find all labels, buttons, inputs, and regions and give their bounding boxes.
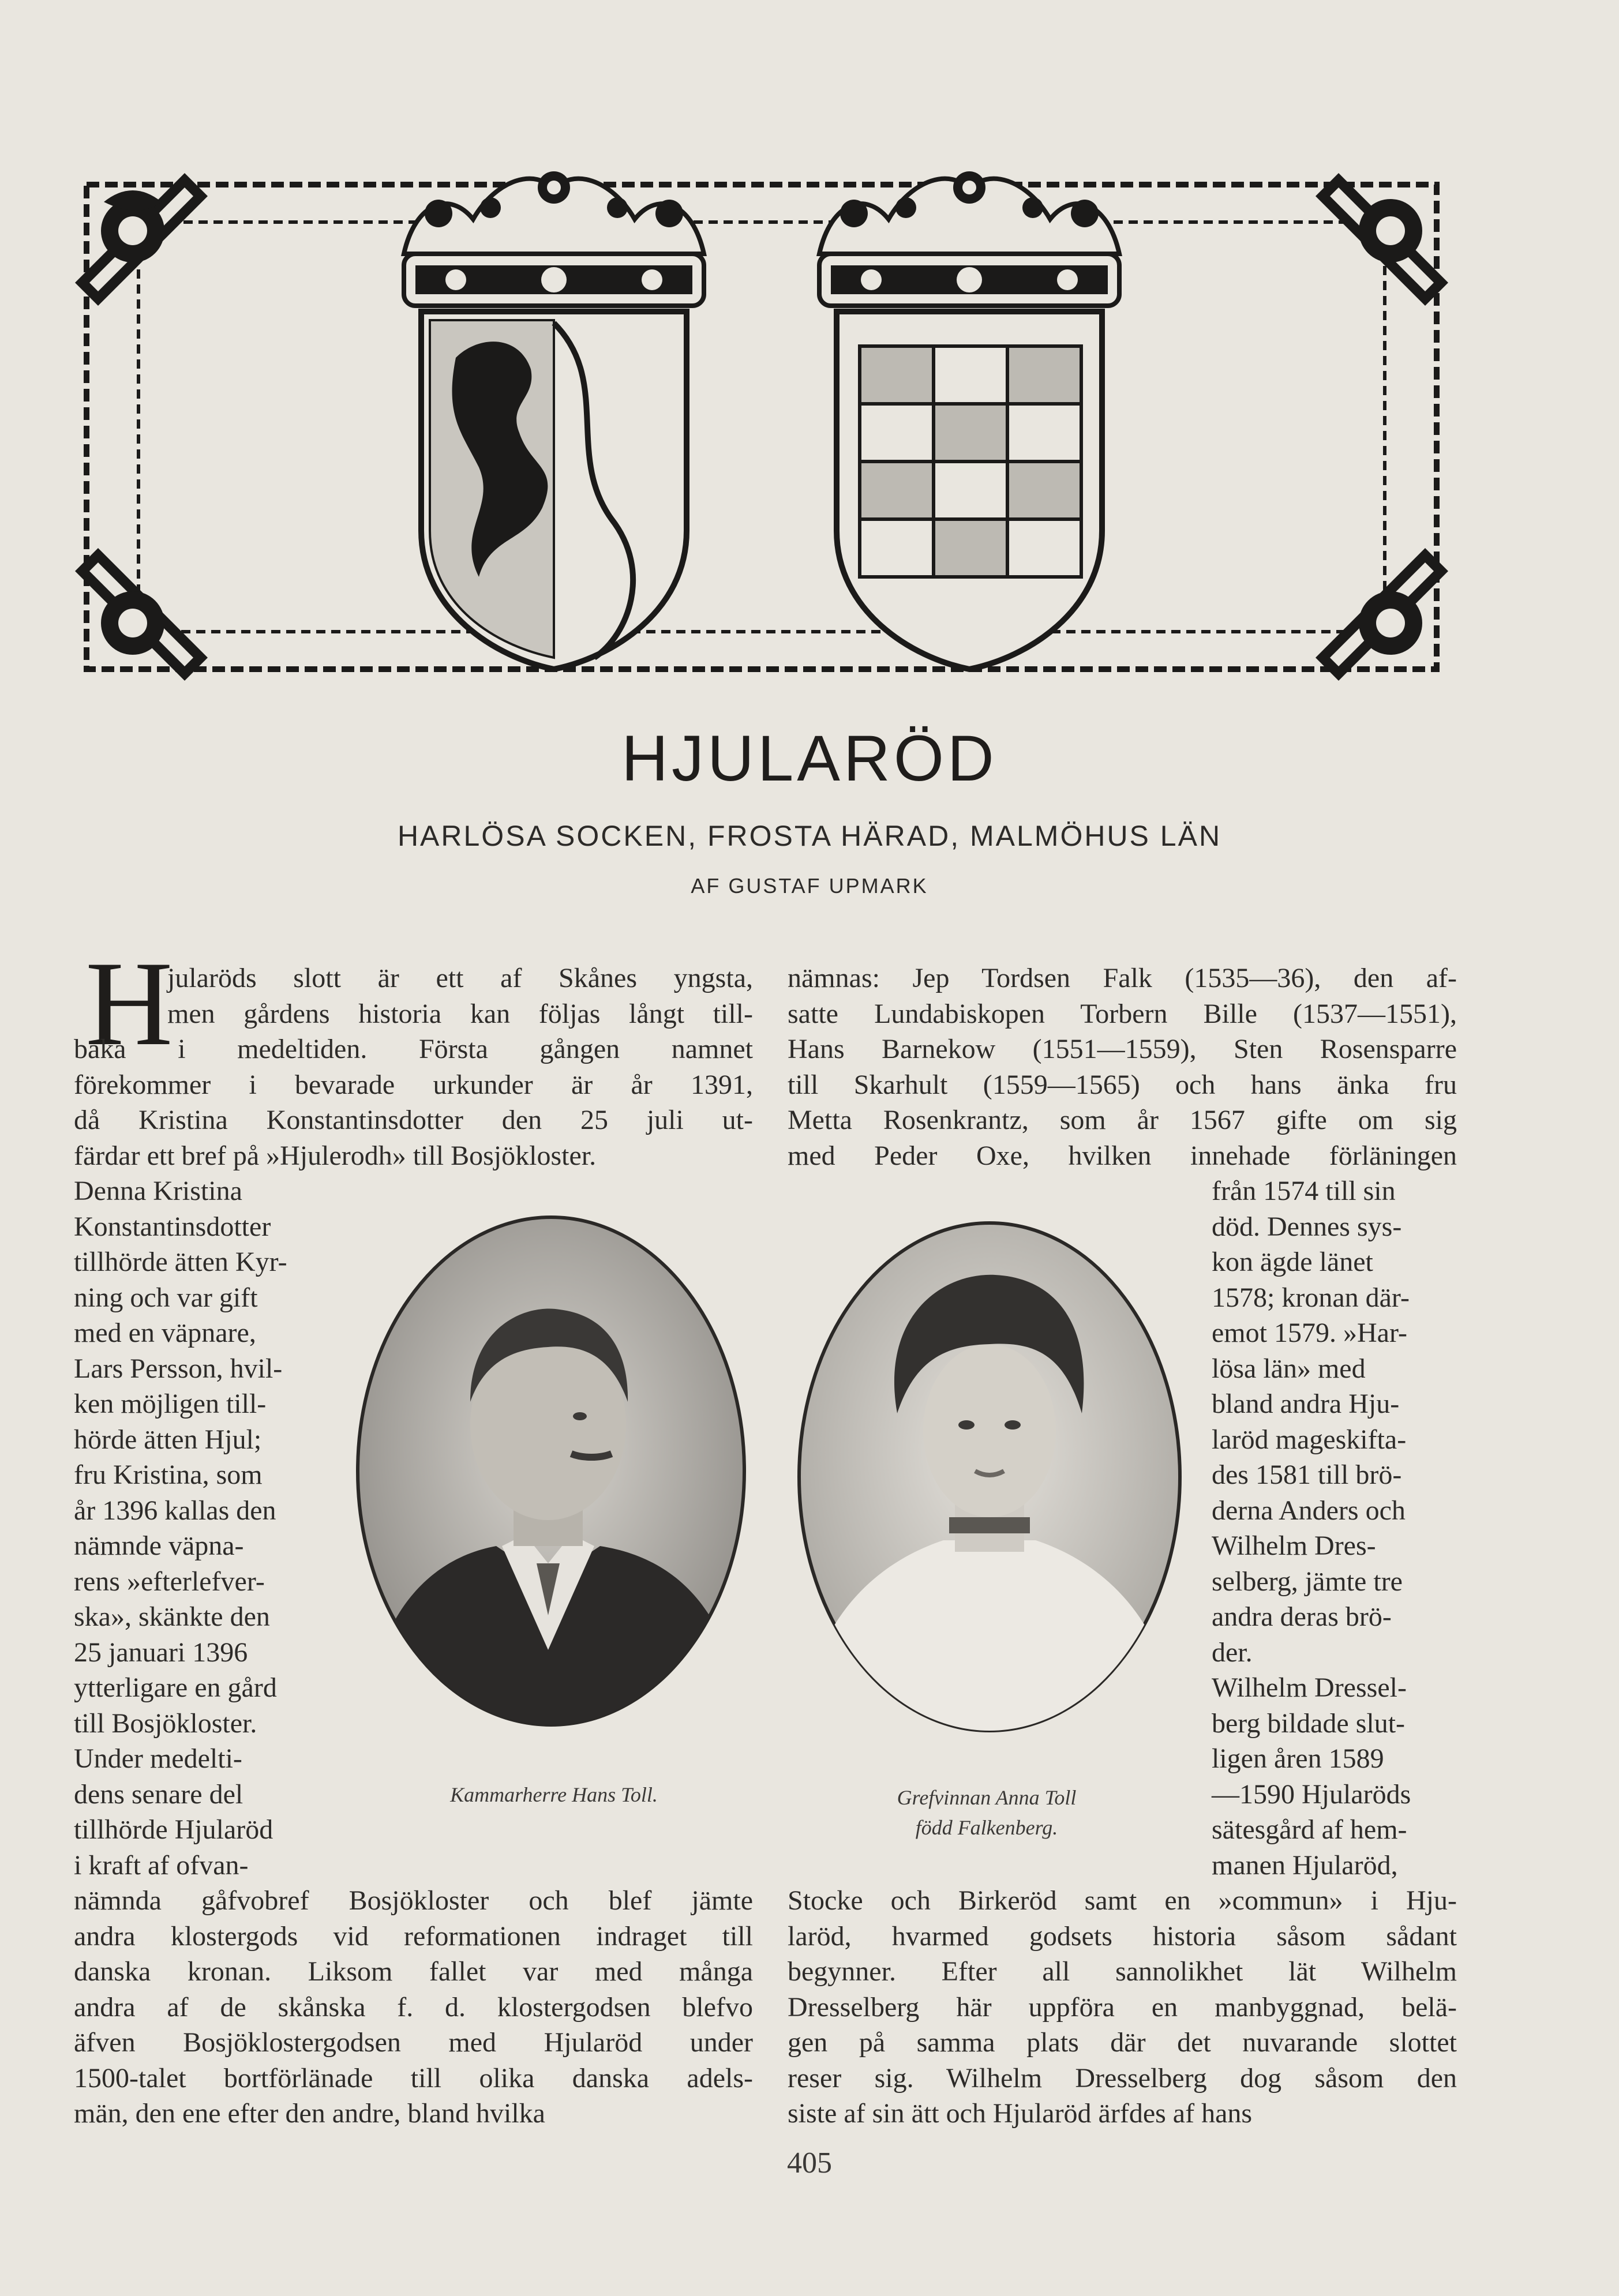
- text-line: 1500-talet bortförlänade till olika danska adels-: [74, 2062, 753, 2094]
- text-line: Metta Rosenkrantz, som år 1567 gifte om sig: [788, 1105, 1457, 1135]
- text-line: nämnde väpna-: [74, 1530, 244, 1561]
- text-line: Denna Kristina: [74, 1176, 242, 1206]
- portrait-caption-hans-toll: Kammarherre Hans Toll.: [450, 1783, 658, 1806]
- text-line: rens »efterlefver-: [74, 1566, 265, 1597]
- text-line: fru Kristina, som: [74, 1460, 263, 1490]
- text-line: 25 januari 1396: [74, 1637, 248, 1668]
- coat-of-arms-left: [421, 312, 687, 669]
- text-line: gen på samma plats där det nuvarande slottet: [788, 2027, 1457, 2058]
- text-line: kon ägde länet: [1212, 1247, 1373, 1277]
- text-line: till Bosjökloster.: [74, 1708, 257, 1739]
- corner-ornament-top-left: [75, 173, 208, 306]
- text-line: selberg, jämte tre: [1212, 1566, 1403, 1597]
- text-line: siste af sin ätt och Hjularöd ärfdes af hans: [788, 2098, 1253, 2129]
- text-line: men gårdens historia kan följas långt till-: [167, 998, 753, 1029]
- heraldic-header-ornament: [69, 167, 1454, 686]
- text-line: derna Anders och: [1212, 1495, 1406, 1526]
- text-line: der.: [1212, 1637, 1253, 1668]
- caption-line: Grefvinnan Anna Toll: [897, 1786, 1077, 1809]
- text-line: Konstantinsdotter: [74, 1211, 271, 1242]
- text-line: manen Hjularöd,: [1212, 1849, 1398, 1881]
- text-line: äfven Bosjöklostergodsen med Hjularöd under: [74, 2027, 753, 2058]
- text-line: berg bildade slut-: [1212, 1708, 1406, 1739]
- text-line: laröd, hvarmed godsets historia såsom sådant: [788, 1920, 1457, 1952]
- text-line: lösa län» med: [1212, 1353, 1366, 1384]
- text-line: laröd mageskifta-: [1212, 1424, 1407, 1455]
- text-line: Wilhelm Dres-: [1212, 1530, 1376, 1561]
- text-line: färdar ett bref på »Hjulerodh» till Bosjökloster.: [74, 1140, 597, 1171]
- portrait-caption-anna-toll: [802, 1783, 1171, 1843]
- portrait-anna-toll: [793, 1217, 1186, 1736]
- text-line: andra deras brö-: [1212, 1601, 1392, 1632]
- text-line: till Skarhult (1559—1565) och hans änka fru: [788, 1069, 1457, 1100]
- text-line: förekommer i bevarade urkunder är år 1391,: [74, 1069, 753, 1100]
- text-line: ytterligare en gård: [74, 1672, 277, 1703]
- text-line: hörde ätten Hjul;: [74, 1424, 262, 1455]
- text-line: baka i medeltiden. Första gången namnet: [74, 1034, 753, 1064]
- text-line: Lars Persson, hvil-: [74, 1353, 283, 1384]
- text-line: 1578; kronan där-: [1212, 1282, 1410, 1313]
- text-line: nämnda gåfvobref Bosjökloster och blef jämte: [74, 1885, 753, 1916]
- text-line: år 1396 kallas den: [74, 1495, 276, 1526]
- crown-right: [819, 171, 1119, 306]
- crown-left: [404, 171, 704, 306]
- text-line: sätesgård af hem-: [1212, 1814, 1407, 1845]
- text-line: tillhörde ätten Kyr-: [74, 1247, 287, 1277]
- text-line: tillhörde Hjularöd: [74, 1814, 273, 1845]
- text-line: ligen åren 1589: [1212, 1743, 1384, 1774]
- text-line: —1590 Hjularöds: [1212, 1779, 1411, 1810]
- text-line: från 1574 till sin: [1212, 1176, 1396, 1206]
- portrait-hans-toll: [352, 1211, 750, 1731]
- corner-ornament-bottom-left: [75, 548, 208, 681]
- text-line: Under medelti-: [74, 1743, 242, 1774]
- page-number: 405: [787, 2147, 832, 2179]
- drop-cap: H: [85, 937, 173, 1071]
- corner-ornament-top-right: [1316, 173, 1448, 306]
- text-line: reser sig. Wilhelm Dresselberg dog såsom den: [788, 2062, 1457, 2094]
- text-line: med en väpnare,: [74, 1318, 256, 1348]
- page-title: HJULARÖD: [621, 722, 998, 794]
- page-subtitle: HARLÖSA SOCKEN, FROSTA HÄRAD, MALMÖHUS LÄN: [397, 820, 1222, 852]
- text-line: död. Dennes sys-: [1212, 1211, 1402, 1242]
- coat-of-arms-right: [837, 312, 1102, 669]
- corner-ornament-bottom-right: [1316, 548, 1448, 681]
- text-line: jularöds slott är ett af Skånes yngsta,: [167, 963, 753, 993]
- text-line: Dresselberg här uppföra en manbyggnad, belä-: [788, 1991, 1457, 2023]
- caption-line: född Falkenberg.: [915, 1816, 1058, 1839]
- text-line: andra af de skånska f. d. klostergodsen blefvo: [74, 1991, 753, 2023]
- text-line: ken möjligen till-: [74, 1389, 267, 1419]
- text-line: andra klostergods vid reformationen indraget till: [74, 1920, 753, 1952]
- text-line: satte Lundabiskopen Torbern Bille (1537—1551),: [788, 998, 1457, 1029]
- text-line: Hans Barnekow (1551—1559), Sten Rosensparre: [788, 1034, 1457, 1064]
- text-line: då Kristina Konstantinsdotter den 25 juli ut-: [74, 1105, 753, 1135]
- author-byline: AF GUSTAF UPMARK: [691, 874, 928, 898]
- text-line: nämnas: Jep Tordsen Falk (1535—36), den af-: [788, 963, 1457, 993]
- text-line: danska kronan. Liksom fallet var med många: [74, 1956, 753, 1987]
- text-line: män, den ene efter den andre, bland hvilka: [74, 2098, 545, 2129]
- text-line: i kraft af ofvan-: [74, 1849, 249, 1881]
- border-frame: [87, 185, 1437, 669]
- text-line: med Peder Oxe, hvilken innehade förläningen: [788, 1140, 1457, 1171]
- text-line: des 1581 till brö-: [1212, 1460, 1402, 1490]
- text-line: begynner. Efter all sannolikhet lät Wilhelm: [788, 1956, 1457, 1987]
- text-line: dens senare del: [74, 1779, 243, 1810]
- text-line: ning och var gift: [74, 1282, 258, 1313]
- text-line: emot 1579. »Har-: [1212, 1318, 1407, 1348]
- text-line: ska», skänkte den: [74, 1601, 270, 1632]
- text-line: Wilhelm Dressel-: [1212, 1672, 1407, 1703]
- text-line: bland andra Hju-: [1212, 1389, 1400, 1419]
- text-line: Stocke och Birkeröd samt en »commun» i Hju-: [788, 1885, 1457, 1916]
